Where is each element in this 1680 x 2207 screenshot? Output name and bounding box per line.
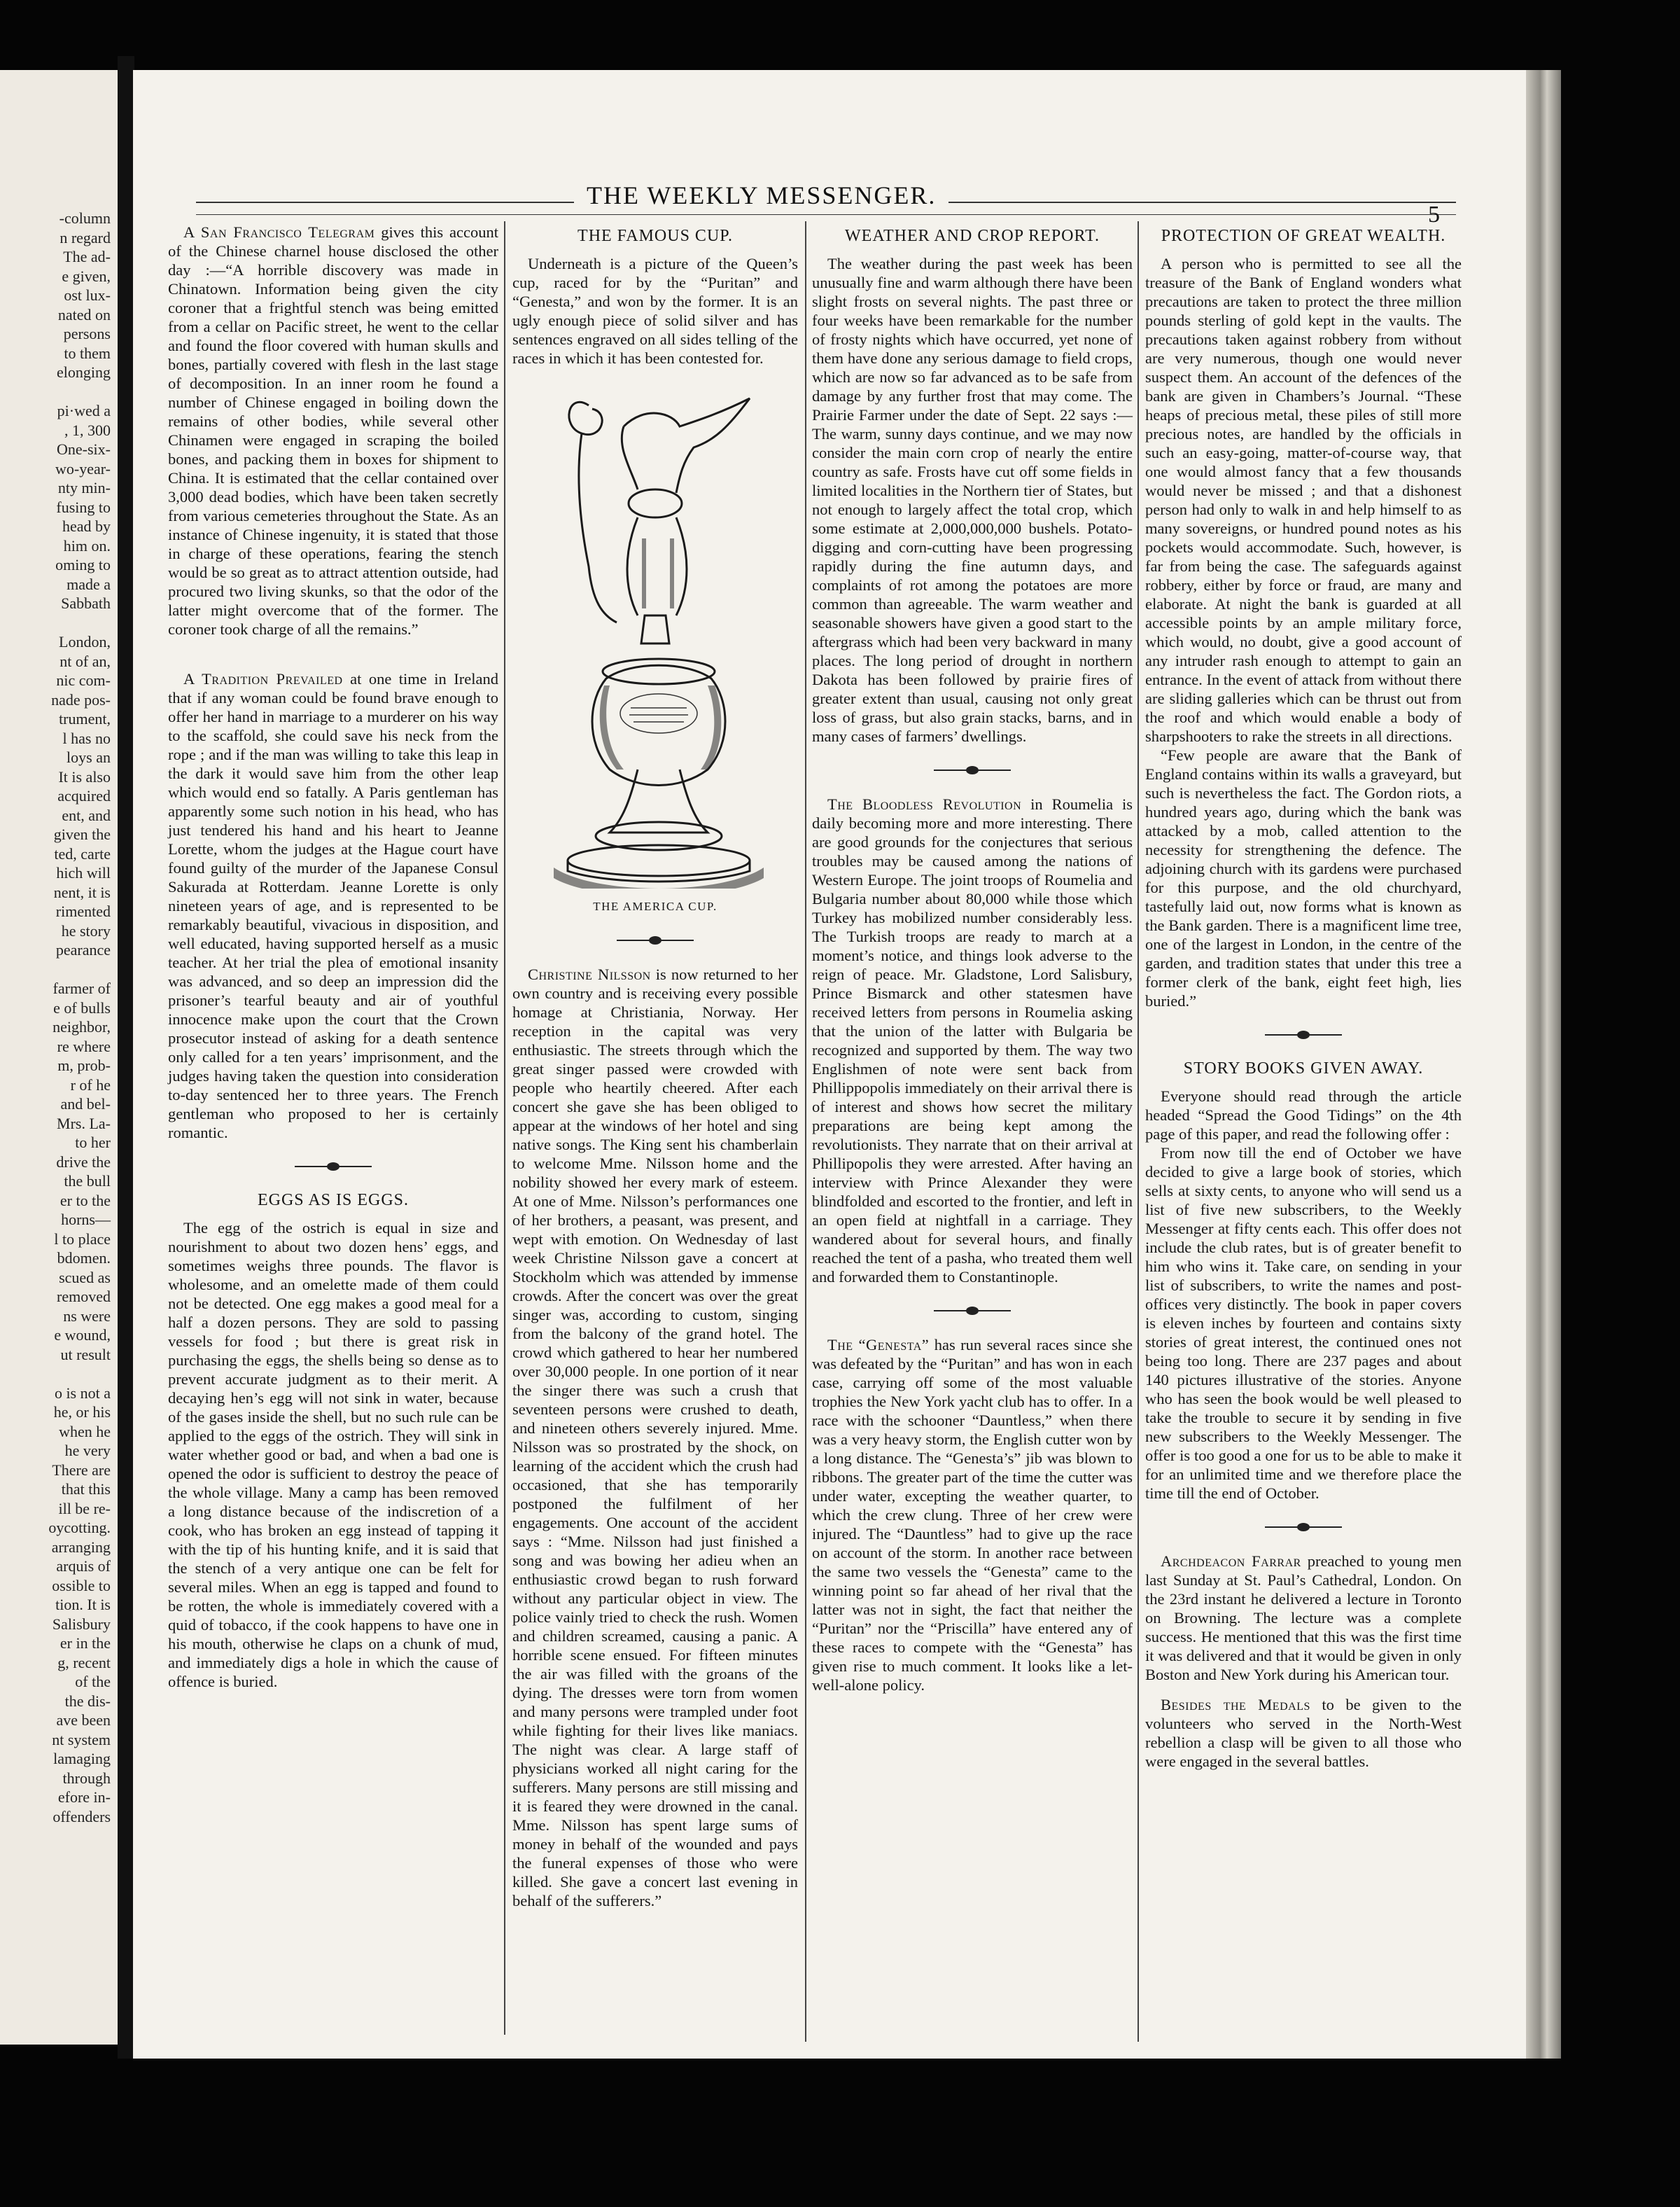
left-page-line: farmer of [52,980,111,997]
left-page-line [0,382,118,402]
article-story-books-offer: From now till the end of October we have decided to give a large book of stories, which sells at sixty cents, to anyone who will send us a list of five new subscribers, to the Weekly Messenger at fifty cents each. This offer does not include the club rates, but is of greater benefit to him who wins it. Take care, on sending in your list of subscribers, to write the names and post-offices very distinctly. The book in paper covers is eleven inches by fourteen and contains sixty stories of great interest, the continued ones not being too long. There are 237 pages and about 140 pictures illustrative of the stories. Anyone who has seen the book would be well pleased to take the trouble to secure it by sending in five new subscribers to the Weekly Messenger. The offer is too good a one for us to be able to make it for an unlimited time and we therefore place the time till the end of October. [1145,1144,1462,1502]
left-page-line: persons [63,325,111,342]
left-page-line: It is also [58,767,111,786]
article-eggs-body: The egg of the ostrich is equal in size and nourishment to about two dozen hens’ eggs, and sometimes weighs three pounds. The flavor is wholesome, and an omelette made of them could not be detected. One egg makes a good meal for a half a dozen persons. They are sold to passing vessels for food ; but there is great risk in purchasing the eggs, the shells being so dense as to prevent accurate judgment as to their merit. A decaying hen’s egg will not sink in water, because of the gases inside the shell, but no such rule can be applied to the eggs of the ostrich. They will sink in water whether good or bad, and when a bad one is opened the odor is sufficient to destroy the peace of the whole village. Many a camp has been removed a long distance because of the indiscretion of a cook, who has broken an egg instead of tapping it with the tip of his hunting knife, and it is said that the stench of a very antique one can be felt for several miles. When an egg is tapped and found to be rotten, the whole is immediately covered with a quid of tobacco, if the cook happens to have one in his mouth, otherwise he claps on a chunk of mud, and immediately digs a hole in which the cause of offence is buried. [168,1219,498,1690]
section-divider [617,935,694,945]
article-lead: A San Francisco Telegram [183,223,375,241]
left-page-line: ted, carte [54,844,111,863]
left-page-line: head by [62,517,111,535]
column-4 [1145,223,1462,1771]
left-page-line: , 1, 300 [64,421,111,439]
article-lead: A Tradition Prevailed [183,670,343,688]
left-page-line: given the [53,826,111,843]
column-3 [812,223,1133,1694]
left-page-line: l has no [62,729,111,747]
left-page-line: ill be re- [58,1499,111,1517]
article-famous-cup-body: Underneath is a picture of the Queen’s cup, raced for by the “Puritan” and “Genesta,” and won by the former. It is an ugly enough piece of solid silver and has sentences engraved on all sides telling of the races in which it has been contested for. [512,255,798,367]
heading-story-books: STORY BOOKS GIVEN AWAY. [1183,1059,1424,1078]
article-weather-body: The weather during the past week has been unusually fine and warm although there have been slight frosts on several nights. The past three or four weeks have been remarkable for the number of frosty nights which have occurred, yet none of them have done any serious damage to field crops, which are now so far advanced as to be safe from damage by any further frost that may come. The Prairie Farmer under the date of Sept. 22 says :—The warm, sunny days continue, and we may now consider the main corn crop of nearly the entire country as safe. Frosts have cut off some fields in limited localities in the Northern tier of States, but not enough to largely affect the total crop, which some estimate at 2,000,000,000 bushels. Potato-digging and corn-cutting have been progressing rapidly during the fine autumn days, and complaints of rot among the potatoes are more common than agreeable. The warm weather and seasonable showers have given a good start to the aftergrass which had been very backward in many places. The long period of drought in northern Dakota has been followed by prairie fires of greater extent than usual, causing not only great loss of grass, but also grain stacks, barns, and in many cases of farmers’ dwellings. [812,255,1133,745]
left-page-line: horns— [61,1211,111,1228]
left-page-line: ave been [56,1711,111,1729]
section-divider [295,1162,372,1171]
article-medals [1145,1695,1462,1771]
article-body: is now returned to her own country and is receiving every possible homage at Christiania, Norway. Her reception in the capital was very enthusiastic. The streets through which the great singer passed were crowded with people who heartily cheered. After each concert she gave she has been obliged to appear at the windows of her hotel and sing native songs. The King sent his chamberlain to welcome Mme. Nilsson home and the nobility showed her every mark of esteem. At one of Mme. Nilsson’s performances one of her brothers, a peasant, was present, and wept with emotion. On Wednesday of last week Christine Nilsson gave a concert at Stockholm which was attended by immense crowds. After the concert was over the great singer was, according to custom, singing from the balcony of the grand hotel. The crowd which gathered to hear her numbered over 30,000 people. In one portion of it near the singer there was such a crush that seventeen persons were crushed to death, and nineteen others severely injured. Mme. Nilsson was so prostrated by the shock, on learning of the accident which the crush had occasioned, that she has temporarily postponed the fulfilment of her engagements. One account of the accident says : “Mme. Nilsson had just finished a song and was bowing her adieu when an enthusiastic crowd began to rush forward without any particular object in view. The police vainly tried to check the rush. Women and children screamed, causing a panic. A horrible scene ensued. For fifteen minutes the air was filled with the groans of the dying. The dresses were torn from women and many persons were trampled under foot while fighting for their lives like maniacs. The night was clear. A large staff of physicians worked all night caring for the sufferers. Many persons are still missing and it is feared they were drowned in the canal. Mme. Nilsson has spent large sums of money in behalf of the wounded and pays the funeral expenses of those who were killed. She gave a concert last evening in behalf of the sufferers.” [512,966,799,1909]
heading-weather-crop-report: WEATHER AND CROP REPORT. [845,227,1100,245]
left-page-line: ns were [63,1307,111,1325]
left-page-line: ent, and [62,806,111,824]
section-divider [1265,1522,1342,1532]
column-1 [168,223,498,1691]
section-divider [934,1306,1011,1316]
left-page-line: he, or his [53,1403,111,1421]
column-rule-2 [805,221,806,2042]
left-page-line: pi·wed a [57,402,111,419]
left-page-line: rimented [55,903,111,920]
left-facing-page [0,70,118,2045]
left-page-line: tion. It is [55,1596,111,1613]
article-body: in Roumelia is daily becoming more and more interesting. There are good grounds for the conjectures that serious troubles may be caused among the nations of Western Europe. The joint troops of Roumelia and Bulgaria number about 80,000 while those which Turkey has mobilized number considerably less. The Turkish troops are ready to march at a moment’s notice, and things look adverse to the reign of peace. Mr. Gladstone, Lord Salisbury, Prince Bismarck and other statesmen have received letters from persons in Roumelia asking that the union of the latter with Bulgaria be recognized and supported by them. The way two Englishmen of note were sent back from Phillippopolis immediately on their arrival there is of interest and shows how secret the military preparations are being kept among the revolutionists. They narrate that on their arrival at Phillipopolis they were arrested. After having an interview with Prince Alexander they were blindfolded and escorted to the frontier, and left in an open field at nightfall in a carriage. They wandered about for several hours, and finally reached the tent of a pasha, who treated them well and forwarded them to Constantinople. [812,795,1133,1286]
left-page-line: er to the [59,1191,111,1209]
left-page-line: wo-year- [55,459,111,478]
left-page-line: er in the [59,1634,111,1652]
left-page-line: m, prob- [57,1057,111,1074]
left-page-text-fragments [0,70,118,1826]
masthead-title: THE WEEKLY MESSENGER. [574,181,948,210]
left-page-line: n regard [59,228,111,246]
left-page-line: -column [59,209,111,227]
left-page-line: e given, [62,267,111,285]
left-page-line: Mrs. La- [57,1114,111,1132]
left-page-line: removed [57,1288,111,1305]
left-page-line: fusing to [56,498,111,516]
heading-famous-cup: THE FAMOUS CUP. [578,227,733,245]
section-divider [1265,1030,1342,1040]
left-page-line: elonging [57,363,111,381]
left-page-line: There are [52,1461,111,1479]
left-page-line: nent, it is [53,883,111,901]
column-rule-1 [504,221,505,2035]
left-page-line [0,613,118,633]
left-page-line: scued as [59,1268,111,1286]
left-page-line: g, recent [57,1653,111,1671]
left-page-line: Salisbury [52,1615,111,1633]
left-page-line: the dis- [64,1692,111,1710]
left-page-line: he story [61,921,111,940]
left-page-line: nic com- [56,671,111,689]
page-gutter [118,56,134,2059]
article-tradition-prevailed [168,669,498,1142]
left-page-line: One-six- [57,440,111,458]
article-lead: The “Genesta” [827,1336,930,1353]
article-body: to be given to the volunteers who served in the North-West rebellion a clasp will be given to all those who were engaged in the several battles. [1145,1696,1462,1770]
section-divider [934,765,1011,775]
left-page-line: the bull [64,1172,111,1190]
left-page-line: he very [64,1442,111,1459]
left-page-line: him on. [63,536,111,555]
left-page-line: The ad- [63,248,111,265]
left-page-line: to them [64,344,111,362]
article-bank-graveyard-body: “Few people are aware that the Bank of England contains within its walls a graveyard, but such is nevertheless the fact. The Gordon riots, a hundred years ago, during which the bank was attacked by a mob, called attention to the necessity for strengthening the defence. The adjoining church with its gardens were purchased for this purpose, and the old churchyard, tastefully laid out, now forms what is known as the Bank garden. There is a magnificent lime tree, one of the largest in London, in the centre of the garden, and tradition states that under this tree a former clerk of the bank, eight feet high, lies buried.” [1145,746,1462,1010]
america-cup-engraving [540,377,771,889]
article-lead: Besides the Medals [1161,1696,1310,1713]
column-2 [512,223,798,1910]
left-page-line: arquis of [56,1557,111,1575]
article-body: has run several races since she was defeated by the “Puritan” and has won in each case, carrying off some of the most valuable trophies the New York yacht club has to offer. In a race with the schooner “Dauntless,” when there was a very heavy storm, the English cutter won by a long distance. The “Genesta’s” jib was blown to ribbons. The greater part of the time the cutter was under water, excepting the weather quarter, to which the crew clung. Three of her crew were injured. The “Dauntless” had to give up the race on account of the storm. In another race between the same two vessels the “Genesta” came to the winning point so far ahead of her rival that the latter was not in sight, the fact that neither the “Puritan” nor the “Priscilla” have entered any of these races to compete with the “Genesta” has given rise to much comment. It looks like a let-well-alone policy. [812,1336,1133,1694]
left-page-line: neighbor, [52,1018,111,1036]
left-page-line: lamaging [53,1750,111,1767]
article-lead: The Bloodless Revolution [827,795,1022,813]
left-page-line: o is not a [54,1384,111,1402]
left-page-line: drive the [56,1153,111,1171]
america-cup-illustration [512,377,798,916]
article-lead: Archdeacon Farrar [1161,1552,1301,1570]
heading-eggs: EGGS AS IS EGGS. [257,1191,410,1209]
article-genesta [812,1335,1133,1694]
left-page-line: made a [66,575,111,593]
left-page-line: acquired [57,787,111,805]
left-page-line: offenders [52,1807,111,1825]
left-page-line: that this [61,1480,111,1498]
left-page-line: of the [75,1673,111,1690]
left-page-line: pearance [55,941,111,959]
left-page-line: London, [59,633,111,650]
left-page-line: nt of an, [59,652,111,670]
left-page-line: bdomen. [57,1249,111,1267]
left-page-line: through [62,1769,111,1787]
left-page-line: loys an [66,749,111,766]
left-page-line: r of he [70,1075,111,1094]
left-page-line [0,1364,118,1384]
article-body: gives this account of the Chinese charnel house disclosed the other day :—“A horrible discovery was made in Chinatown. Information being given the city coroner that a frightful stench was being emitted from a cellar on Pacific street, he went to the cellar and found the floor covered with human skulls and bones, partially covered with flesh in the last stage of decomposition. In an inner room he found a number of Chinese engaged in boiling down the remains of other bodies, while several other Chinamen were engaged in scraping the boiled bones, and packing them in boxes for shipment to China. It is estimated that the cellar contained over 3,000 dead bodies, which have been taken secretly from various cemeteries throughout the State. As an instance of Chinese ingenuity, it is stated that those in charge of these operations, fearing the stench would be so great as to attract attention outside, had procured two living skunks, so that the odor of the latter might overcome that of the former. The coroner took charge of all the remains.” [168,223,498,638]
left-page-line: hich will [56,864,111,882]
left-page-line: nade pos- [51,690,111,709]
left-page-line: when he [59,1422,111,1440]
left-page-line [0,960,118,980]
left-page-line: e of bulls [53,998,111,1017]
left-page-line: re where [57,1037,111,1055]
left-page-line: and bel- [60,1095,111,1113]
left-page-line: Sabbath [61,594,111,612]
article-story-books-intro: Everyone should read through the article headed “Spread the Good Tidings” on the 4th page of this paper, and read the following offer : [1145,1087,1462,1143]
left-page-line: ost lux- [64,286,111,304]
article-body: preached to young men last Sunday at St. Paul’s Cathedral, London. On the 23rd instant he delivered a lecture in Toronto on Browning. The lecture was a complete success. He mentioned that this was the first time it was delivered and that it would be given in only Boston and New York during his American tour. [1145,1552,1462,1683]
left-page-line: ossible to [52,1576,111,1594]
article-christine-nilsson [512,965,798,1910]
left-page-line: efore in- [57,1788,111,1806]
left-page-line: l to place [54,1230,111,1248]
article-bloodless-revolution [812,795,1133,1286]
masthead-rule-bottom [196,214,1456,215]
article-lead: Christine Nilsson [528,966,651,983]
left-page-line: trument, [59,710,111,727]
left-page-line: nty min- [57,479,111,496]
page-number: 5 [1428,202,1440,228]
left-page-line: ut result [60,1345,111,1363]
article-body: at one time in Ireland that if any woman could be found brave enough to offer her hand in marriage to a murderer on his way to the scaffold, she could save his neck from the rope ; and if the man was willing to take this leap in the dark it would save him from the other leap which would end so fatally. A Paris gentleman has apparently some such notion in his head, who has just tendered his hand and his heart to Jeanne Lorette, whom the judges at the Hague court have found guilty of the murder of the Japanese Consul Sakurada at Rotterdam. Jeanne Lorette is only nineteen years of age, and is represented to be remarkably beautiful, vivacious in disposition, and well educated, having supported herself as a music teacher. At her trial the plea of emotional insanity was advanced, and so deep an impression did the prisoner’s tearful beauty and air of youthful innocence make upon the court that the Crown prosecutor instead of asking for a death sentence only called for a ten years’ imprisonment, and the judges having taken the question into consideration to-day sentenced her to three years. The French gentleman who proposed to her is certainly romantic. [168,670,498,1141]
cup-caption: THE AMERICA CUP. [593,900,718,913]
left-page-line: oycotting. [48,1519,111,1536]
heading-protection-great-wealth: PROTECTION OF GREAT WEALTH. [1161,227,1446,245]
column-rule-3 [1138,221,1139,2042]
book-page-edges [1526,70,1561,2059]
article-chinese-charnel-house [168,223,498,639]
left-page-line: arranging [51,1538,111,1556]
left-page-line: nt system [52,1730,111,1748]
article-bank-england-body: A person who is permitted to see all the treasure of the Bank of England wonders what precautions are taken to protect the three million pounds sterling of gold kept in the vaults. The precautions taken against robbery from without are very numerous, though one would never suspect them. An account of the defences of the bank are given in Chambers’s Journal. “These heaps of precious metal, these piles of still more precious notes, are handled by the officials in such an easy-going, matter-of-course way, that one would almost fancy that a few thousands would never be missed ; and that a dishonest person had only to walk in and help himself to as many sovereigns, or hundred pound notes as his pockets would accommodate. Such, however, is far from being the case. The safeguards against robbery, either by force or fraud, are many and elaborate. At night the bank is guarded at all accessible points by an ample military force, which would, no doubt, give a good account of any intruder rash enough to attempt to gain an entrance. In the event of attack from without there are sliding galleries which can be thrust out from the roof and which would enable a body of sharpshooters to rake the streets in all directions. [1145,255,1462,745]
left-page-line: nated on [57,305,111,323]
article-archdeacon-farrar [1145,1552,1462,1684]
left-page-line: e wound, [54,1326,111,1344]
left-page-line: oming to [55,556,111,573]
left-page-line: to her [75,1134,111,1151]
